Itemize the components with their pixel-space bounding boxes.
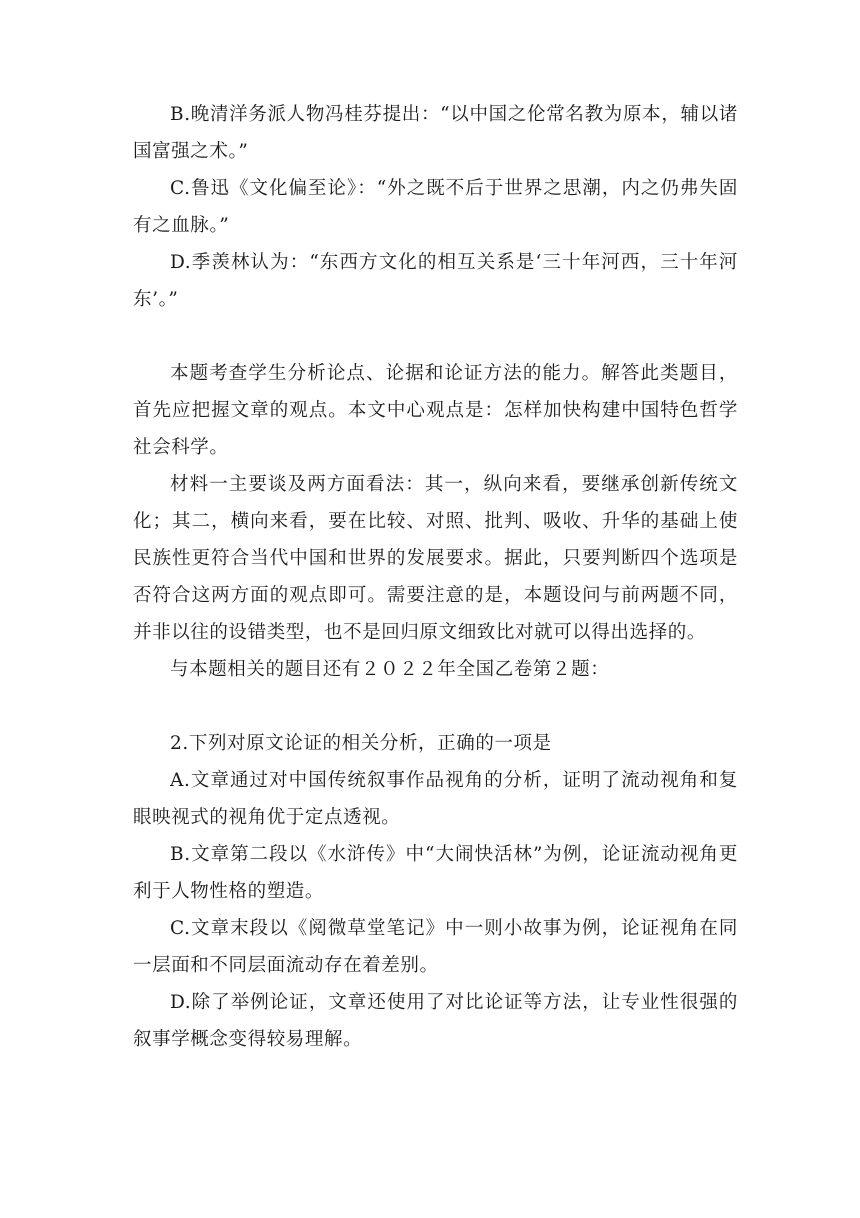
option-b-paragraph: B.晚清洋务派人物冯桂芬提出：“以中国之伦常名教为原本，辅以诸国富强之术。” xyxy=(133,104,738,162)
question-2-stem: 2.下列对原文论证的相关分析，正确的一项是 xyxy=(170,733,552,754)
analysis-paragraph-3: 与本题相关的题目还有２０２２年全国乙卷第２题： xyxy=(170,659,610,680)
blank-line xyxy=(133,318,738,355)
analysis-paragraph-1: 本题考查学生分析论点、论据和论证方法的能力。解答此类题目，首先应把握文章的观点。本文中心观点是：怎样加快构建中国特色哲学社会科学。 xyxy=(133,363,738,458)
question-2-option-d: D.除了举例论证，文章还使用了对比论证等方法，让专业性很强的叙事学概念变得较易理解。 xyxy=(133,992,738,1050)
question-2-option-c: C.文章末段以《阅微草堂笔记》中一则小故事为例，论证视角在同一层面和不同层面流动存在着差别。 xyxy=(133,918,738,976)
option-c-paragraph: C.鲁迅《文化偏至论》：“外之既不后于世界之思潮，内之仍弗失固有之血脉。” xyxy=(133,178,738,236)
blank-line xyxy=(133,688,738,725)
option-d-paragraph: D.季羡林认为：“东西方文化的相互关系是‘三十年河西，三十年河东’。” xyxy=(133,252,738,310)
question-2-option-a: A.文章通过对中国传统叙事作品视角的分析，证明了流动视角和复眼映视式的视角优于定点透视。 xyxy=(133,770,738,828)
document-page xyxy=(133,96,738,1058)
analysis-paragraph-2: 材料一主要谈及两方面看法：其一，纵向来看，要继承创新传统文化；其二，横向来看，要在比较、对照、批判、吸收、升华的基础上使民族性更符合当代中国和世界的发展要求。据此，只要判断四个选项是否符合这两方面的观点即可。需要注意的是，本题设问与前两题不同，并非以往的设错类型，也不是回归原文细致比对就可以得出选择的。 xyxy=(133,474,738,643)
question-2-option-b: B.文章第二段以《水浒传》中“大闹快活林”为例，论证流动视角更利于人物性格的塑造。 xyxy=(133,844,738,902)
